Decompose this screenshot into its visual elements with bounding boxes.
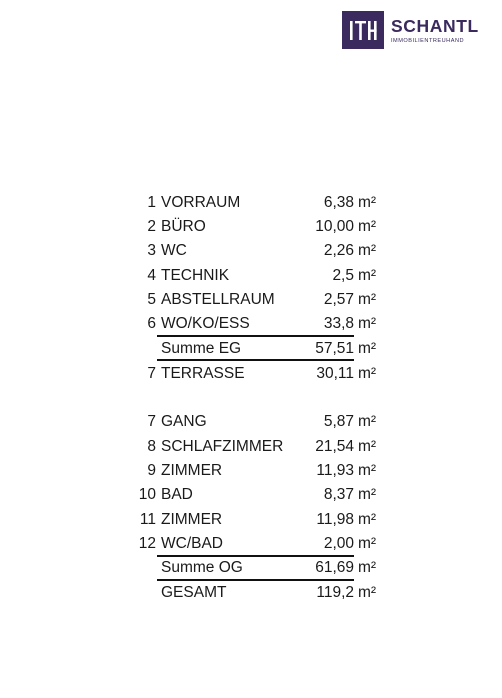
table-row [0, 484, 502, 506]
room-number: 3 [147, 242, 156, 259]
sum-divider [157, 579, 354, 581]
unit: m² [358, 340, 377, 357]
room-area: 2,5 [332, 267, 354, 284]
room-area: 21,54 [315, 438, 354, 455]
logo-mark-icon [342, 11, 384, 49]
sum-divider [157, 359, 354, 361]
room-label: BAD [161, 486, 193, 503]
room-area: 10,00 [315, 218, 354, 235]
room-number: 4 [147, 267, 156, 284]
unit: m² [358, 315, 377, 332]
subtotal-row [0, 338, 502, 360]
room-label: WC/BAD [161, 535, 223, 552]
company-logo [342, 11, 492, 49]
table-row [0, 289, 502, 311]
room-number: 10 [138, 486, 156, 503]
room-label: ZIMMER [161, 511, 223, 528]
room-number: 5 [147, 291, 156, 308]
room-area: 33,8 [323, 315, 354, 332]
room-label: WO/KO/ESS [161, 315, 250, 332]
unit: m² [358, 194, 377, 211]
table-row [0, 265, 502, 287]
unit: m² [358, 462, 377, 479]
room-area: 2,26 [323, 242, 354, 259]
subtotal-value: 57,51 [315, 340, 354, 357]
room-area: 2,57 [323, 291, 354, 308]
room-number: 7 [147, 413, 156, 430]
table-row [0, 509, 502, 531]
room-number: 7 [147, 365, 156, 382]
table-row [0, 533, 502, 555]
room-area: 8,37 [323, 486, 354, 503]
table-row [0, 240, 502, 262]
subtotal-row [0, 557, 502, 579]
room-number: 11 [139, 511, 156, 528]
total-row [0, 582, 502, 604]
room-label: WC [161, 242, 187, 259]
unit: m² [358, 291, 377, 308]
table-row [0, 216, 502, 238]
room-number: 9 [147, 462, 156, 479]
table-row [0, 363, 502, 385]
unit: m² [358, 511, 377, 528]
room-number: 2 [147, 218, 156, 235]
unit: m² [358, 486, 377, 503]
unit: m² [358, 267, 377, 284]
unit: m² [358, 535, 377, 552]
room-label: VORRAUM [161, 194, 241, 211]
room-label: TERRASSE [161, 365, 245, 382]
room-number: 8 [147, 438, 156, 455]
unit: m² [358, 584, 377, 601]
table-row [0, 411, 502, 433]
room-label: SCHLAFZIMMER [161, 438, 284, 455]
room-area: 11,98 [316, 511, 354, 528]
unit: m² [358, 242, 377, 259]
unit: m² [358, 218, 377, 235]
table-row [0, 460, 502, 482]
room-number: 1 [147, 194, 156, 211]
room-area: 30,11 [316, 365, 354, 382]
sum-divider [157, 335, 354, 337]
room-label: BÜRO [161, 218, 206, 235]
room-area: 5,87 [323, 413, 354, 430]
room-number: 6 [147, 315, 156, 332]
logo-name: SCHANTL [391, 16, 479, 36]
subtotal-label: Summe OG [161, 559, 243, 576]
room-number: 12 [138, 535, 156, 552]
room-area: 2,00 [323, 535, 354, 552]
unit: m² [358, 559, 377, 576]
room-area: 6,38 [323, 194, 354, 211]
room-area: 11,93 [316, 462, 354, 479]
subtotal-label: Summe EG [161, 340, 242, 357]
room-label: TECHNIK [161, 267, 230, 284]
table-row [0, 192, 502, 214]
room-label: GANG [161, 413, 207, 430]
total-value: 119,2 [316, 584, 354, 601]
total-label: GESAMT [161, 584, 227, 601]
logo-subtitle: IMMOBILIENTREUHAND [391, 38, 465, 44]
room-label: ABSTELLRAUM [161, 291, 275, 308]
unit: m² [358, 365, 377, 382]
table-row [0, 313, 502, 335]
room-label: ZIMMER [161, 462, 223, 479]
unit: m² [358, 438, 377, 455]
subtotal-value: 61,69 [315, 559, 354, 576]
table-row [0, 436, 502, 458]
unit: m² [358, 413, 377, 430]
